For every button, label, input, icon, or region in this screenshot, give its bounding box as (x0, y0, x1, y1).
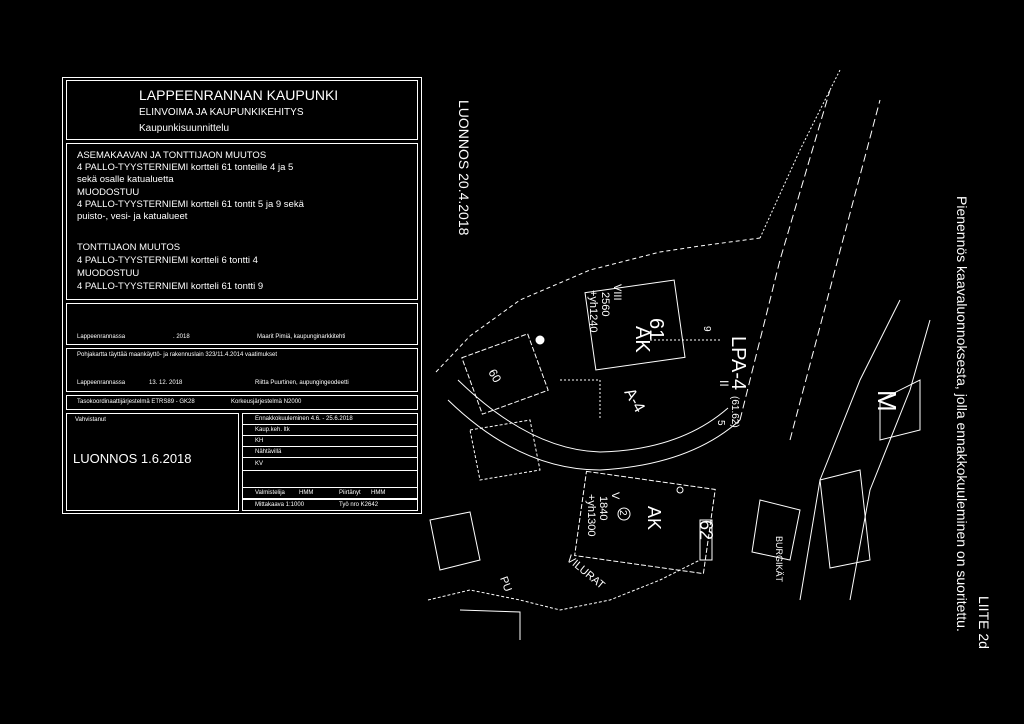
plot-number: 2 (617, 510, 628, 516)
block-number: 61 (645, 318, 667, 341)
desc-line: 4 PALLO-TYYSTERNIEMI kortteli 61 tontit 5 ja 9 sekä (77, 199, 304, 210)
marker-dot (536, 336, 544, 344)
block-62: 62 (696, 520, 716, 541)
zone-ak-1: AK (631, 326, 653, 353)
line (460, 610, 520, 640)
nahtavilla-text: Nähtävillä (255, 449, 282, 455)
kaupkeh-text: Kaup.keh. ltk (255, 427, 290, 433)
road-line (740, 90, 830, 420)
area-extra-label: +yh1300 (585, 494, 597, 537)
valmistelija-label: Valmistelija (255, 490, 285, 496)
desc-line: MUODOSTUU (77, 187, 140, 198)
place: Lappeenrannassa (77, 380, 126, 386)
ennakko-text: Ennakkokuuleminen 4.6. - 25.6.2018 (255, 416, 353, 422)
street-vilurat: VILURAT (564, 553, 607, 592)
appendix-label: LIITE 2d (976, 596, 992, 649)
height-system: Korkeusjärjestelmä N2000 (231, 399, 302, 405)
zone-m: M (872, 390, 902, 412)
block-outline (462, 334, 548, 414)
zone-lpa: LPA-4 (727, 336, 749, 391)
road-line (790, 100, 880, 440)
plot-60: 60 (485, 366, 505, 386)
signer: Maarit Pimiä, kaupunginarkkitehti (257, 334, 346, 340)
luonnos-vertical: LUONNOS 20.4.2018 (456, 100, 472, 236)
area-label: 2560 (599, 292, 611, 317)
piirtanyt-value: HMM (371, 490, 386, 496)
desc-line: TONTTIJAON MUUTOS (77, 242, 181, 253)
zone-pu: PU (497, 574, 514, 594)
department: ELINVOIMA JA KAUPUNKIKEHITYS (139, 107, 304, 118)
reduction-note: Pienennös kaavaluonnoksesta, jolla ennakkokuuleminen on suoritettu. (954, 196, 970, 632)
floors-label: V (609, 492, 621, 500)
map-linework (428, 70, 930, 640)
building (820, 470, 870, 568)
vahvistanut-label: Vahvistanut (75, 417, 106, 423)
zone-a4: A-4 (620, 385, 648, 416)
building (470, 420, 540, 480)
unit: Kaupunkisuunnittelu (139, 123, 230, 134)
street-edge (458, 380, 728, 452)
zone-ak-2: AK (644, 506, 664, 531)
desc-line: sekä osalle katualuetta (77, 174, 174, 185)
piirtanyt-label: Piirtänyt (339, 490, 361, 496)
coord-system: Tasokoordinaattijärjestelmä ETRS89 - GK28 (77, 399, 195, 405)
kv-text: KV (255, 461, 264, 467)
area-label: 1840 (597, 496, 609, 521)
city-title: LAPPEENRANNAN KAUPUNKI (139, 87, 339, 103)
date: . 2018 (173, 334, 190, 340)
dim-line (560, 380, 600, 420)
floors-label: VIII (611, 284, 623, 301)
building (430, 512, 480, 570)
desc-line: 4 PALLO-TYYSTERNIEMI kortteli 61 tontti 9 (77, 281, 264, 292)
map-text (485, 284, 902, 593)
plot-5: 5 (715, 420, 726, 426)
place: Lappeenrannassa (77, 334, 126, 340)
area-extra-label: +yh1240 (587, 290, 599, 333)
work-number: Työ nro K2642 (339, 502, 379, 508)
desc-line: 4 PALLO-TYYSTERNIEMI kortteli 61 tonteille 4 ja 5 (77, 162, 294, 173)
marker-dot (677, 487, 683, 493)
scale-text: Mittakaava 1:1000 (255, 502, 305, 508)
signer: Riitta Puurtinen, aupungingeodeetti (255, 380, 349, 386)
valmistelija-value: HMM (299, 490, 314, 496)
plot-9: 9 (701, 326, 712, 332)
road-line (850, 320, 930, 600)
kh-text: KH (255, 438, 264, 444)
desc-line: ASEMAKAAVAN JA TONTTIJAON MUUTOS (77, 150, 267, 161)
desc-line: 4 PALLO-TYYSTERNIEMI kortteli 6 tontti 4 (77, 255, 258, 266)
street-burgikat: BURGIKÄT (774, 536, 784, 583)
elevation-label: (61.62) (729, 396, 740, 428)
date: 13. 12. 2018 (149, 380, 183, 386)
base-map-note: Pohjakartta täyttää maankäyttö- ja rakennuslain 323/11.4.2014 vaatimukset (77, 352, 278, 358)
floors-ii: II (717, 380, 731, 387)
desc-line: puisto-, vesi- ja katualueet (77, 211, 188, 222)
desc-line: MUODOSTUU (77, 268, 140, 279)
luonnos-date: LUONNOS 1.6.2018 (73, 451, 192, 466)
